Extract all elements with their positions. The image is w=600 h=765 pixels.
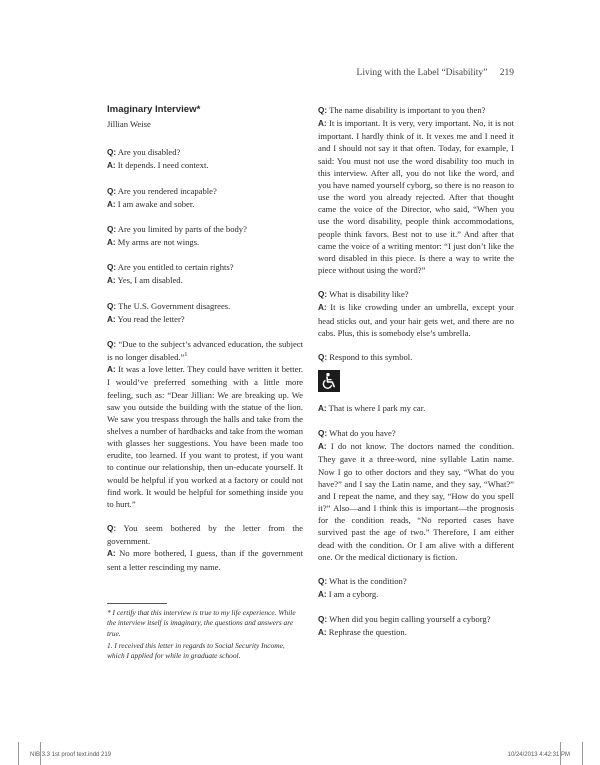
question bbox=[107, 522, 303, 547]
answer bbox=[318, 588, 514, 601]
answer bbox=[107, 159, 303, 172]
answer bbox=[318, 402, 514, 415]
article-title: Imaginary Interview* bbox=[107, 104, 201, 115]
footnote: * I certify that this interview is true to my life experience. While the interview itself is imaginary, the questions and answers are true. bbox=[107, 607, 296, 638]
answer-text: That is where I park my car. bbox=[328, 402, 426, 413]
question-text: Are you disabled? bbox=[117, 147, 181, 158]
slug-timestamp: 10/24/2013 4:42:31 PM bbox=[507, 752, 570, 758]
answer-text: It is like crowding under an umbrella, except your head sticks out, and your hair gets wet, and there are no cabs. Plus, this is somebody else’s umbrella. bbox=[318, 302, 514, 338]
answer bbox=[107, 236, 303, 249]
question bbox=[107, 338, 303, 363]
qa-block bbox=[318, 351, 514, 364]
a-label: A: bbox=[107, 199, 116, 209]
a-label: A: bbox=[318, 303, 327, 313]
right-column bbox=[318, 104, 514, 651]
footnote-divider bbox=[107, 603, 167, 604]
question-text: Are you rendered incapable? bbox=[117, 185, 217, 196]
qa-block bbox=[318, 104, 514, 276]
q-label: Q: bbox=[107, 186, 117, 196]
footnotes bbox=[107, 608, 303, 662]
q-label: Q: bbox=[318, 106, 328, 115]
answer bbox=[318, 440, 514, 563]
answer bbox=[107, 363, 303, 510]
answer-text: It is important. It is very, very important. No, it is not important. I hardly think of it. It vexes me and I need it and I should not say it that often. Today, for example, I said: You must not use the word disability too much in this interview. After all, you do not like the word, and you have named yourself cyborg, so there is no reason to use the word you already rejected. After that thought came the voice of the Director, who said, “When you use the word disability, people think accommodations, people think favors. Best not to use it.” And after that came the voice of a writing mentor: “I just don’t like the word disabled in this piece. Is there a way to write the piece without using the word?” bbox=[318, 118, 514, 276]
question-text: Are you entitled to certain rights? bbox=[117, 262, 234, 273]
a-label: A: bbox=[318, 403, 327, 413]
footnote: 1. I received this letter in regards to Social Security Income, which I applied for while in graduate school. bbox=[107, 640, 285, 661]
q-label: Q: bbox=[107, 148, 117, 158]
qa-block bbox=[318, 427, 514, 563]
question bbox=[107, 185, 303, 198]
q-label: Q: bbox=[318, 352, 328, 362]
crop-mark bbox=[18, 742, 19, 765]
question bbox=[318, 351, 514, 364]
question-text: The U.S. Government disagrees. bbox=[118, 300, 231, 311]
answer-text: I am awake and sober. bbox=[117, 198, 195, 209]
a-label: A: bbox=[107, 161, 116, 171]
question bbox=[318, 613, 514, 626]
a-label: A: bbox=[318, 442, 327, 452]
question bbox=[318, 427, 514, 440]
answer-text: It was a love letter. They could have written it better. I would’ve preferred something with a little more feeling, such as: “Dear Jillian: We are breaking up. We saw you outside the building with the statue of the lion. We saw you trespass through the halls and take from the shelves a number of hardbacks and take from the woman with glasses her suggestions. You have been made too erudite, too learned. If you want to protest, if you want to continue our relationship, then un-educate yourself. It would be helpful if you worked at a factory or could not find work. It would be helpful for something inside you to hurt.” bbox=[107, 364, 303, 509]
answer bbox=[107, 198, 303, 211]
qa-block bbox=[107, 185, 303, 211]
q-label: Q: bbox=[107, 301, 117, 311]
qa-block bbox=[318, 288, 514, 339]
question bbox=[107, 261, 303, 274]
running-head-title: Living with the Label “Disability” bbox=[356, 68, 488, 78]
question-text: You seem bothered by the letter from the government. bbox=[107, 523, 303, 547]
a-label: A: bbox=[107, 276, 116, 286]
a-label: A: bbox=[318, 119, 327, 129]
question-text: Respond to this symbol. bbox=[329, 351, 413, 362]
question-text: What is the condition? bbox=[329, 575, 407, 586]
wheelchair-accessibility-icon bbox=[318, 370, 340, 392]
qa-block bbox=[107, 522, 303, 573]
answer bbox=[318, 301, 514, 338]
q-label: Q: bbox=[107, 524, 117, 534]
a-label: A: bbox=[318, 628, 327, 638]
question-text: What do you have? bbox=[329, 428, 396, 439]
answer-text: My arms are not wings. bbox=[117, 237, 200, 248]
question-text: When did you begin calling yourself a cyborg? bbox=[329, 614, 491, 625]
crop-mark bbox=[582, 742, 583, 765]
question-text: “Due to the subject’s advanced education, the subject is no longer disabled.” bbox=[107, 338, 303, 363]
answer bbox=[107, 313, 303, 326]
qa-block bbox=[107, 223, 303, 249]
question bbox=[107, 300, 303, 313]
question-text: What is disability like? bbox=[329, 289, 409, 300]
answer-text: No more bothered, I guess, than if the government sent a letter rescinding my name. bbox=[107, 548, 303, 572]
answer-text: I am a cyborg. bbox=[328, 589, 379, 599]
q-label: Q: bbox=[107, 339, 117, 349]
answer bbox=[318, 117, 514, 276]
answer-text: Yes, I am disabled. bbox=[117, 275, 183, 286]
question bbox=[107, 223, 303, 236]
q-label: Q: bbox=[318, 290, 328, 300]
question bbox=[318, 575, 514, 588]
answer bbox=[107, 274, 303, 287]
q-label: Q: bbox=[107, 224, 117, 234]
qa-block bbox=[107, 338, 303, 510]
answer-text: I do not know. The doctors named the condition. They gave it a three-word, nine syllable Latin name. Now I go to other doctors and they say, “What do you have?” and I say the Latin name, and they say, “What?” and I repeat the name, and they say, “How do you spell it?” Also—and I think this is important—the prognosis for the condition reads, “No reported cases have survived past the age of two.” Therefore, I am either dead with the condition. Or I am alive with a different one. Or the medical dictionary is fiction. bbox=[318, 441, 514, 562]
left-column bbox=[107, 104, 303, 664]
slug-file-name: NIB 3.3 1st proof text.indd 219 bbox=[30, 752, 112, 758]
a-label: A: bbox=[107, 365, 116, 375]
q-label: Q: bbox=[318, 429, 328, 439]
qa-block bbox=[107, 146, 303, 172]
answer bbox=[318, 626, 514, 639]
qa-block bbox=[107, 300, 303, 326]
q-label: Q: bbox=[318, 615, 328, 625]
answer-text: Rephrase the question. bbox=[328, 627, 407, 638]
qa-block bbox=[318, 402, 514, 415]
answer-text: You read the letter? bbox=[117, 313, 185, 324]
question bbox=[107, 146, 303, 159]
qa-block bbox=[107, 261, 303, 287]
answer bbox=[107, 547, 303, 572]
question bbox=[318, 288, 514, 301]
q-label: Q: bbox=[107, 263, 117, 273]
qa-block bbox=[318, 613, 514, 639]
answer-text: It depends. I need context. bbox=[117, 160, 209, 171]
a-label: A: bbox=[107, 549, 116, 559]
question-text: Are you limited by parts of the body? bbox=[117, 223, 247, 234]
q-label: Q: bbox=[318, 576, 328, 586]
question-text: The name disability is important to you then? bbox=[329, 105, 486, 115]
a-label: A: bbox=[107, 238, 116, 248]
running-head bbox=[357, 68, 514, 78]
a-label: A: bbox=[318, 590, 327, 599]
qa-block bbox=[318, 575, 514, 601]
page-number: 219 bbox=[499, 68, 514, 78]
a-label: A: bbox=[107, 314, 116, 324]
wheelchair-icon-graphic bbox=[320, 372, 338, 390]
footnote-ref[interactable]: 1 bbox=[184, 352, 188, 359]
question bbox=[318, 104, 514, 117]
article-author: Jillian Weise bbox=[107, 119, 151, 130]
